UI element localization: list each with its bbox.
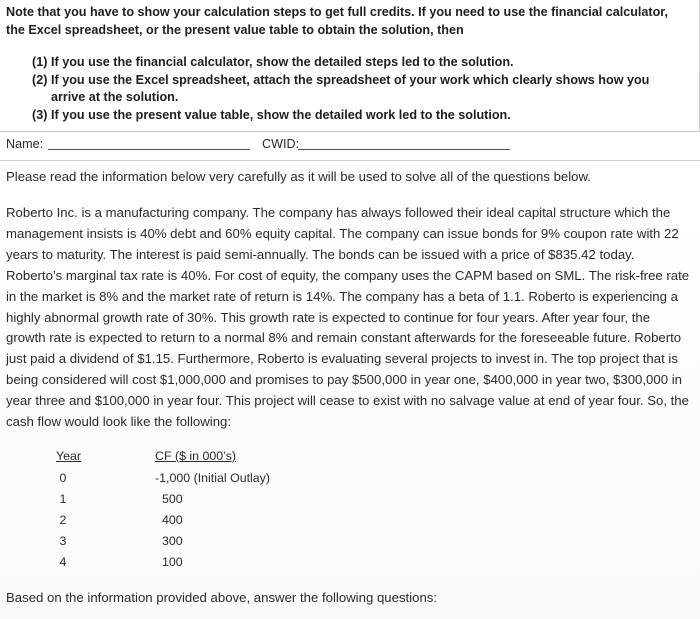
cash-flow-cell: -1,000 (Initial Outlay) xyxy=(155,471,271,485)
instruction-text: If you use the Excel spreadsheet, attach the spreadsheet of your work which clearly shows how you arrive at the solution. xyxy=(51,72,650,104)
year-cell: 0 xyxy=(59,471,67,485)
instruction-text: If you use the present value table, show the detailed work led to the solution. xyxy=(51,107,511,122)
cash-flow-row xyxy=(56,532,316,551)
instruction-item xyxy=(32,72,682,107)
cwid-label: CWID: xyxy=(262,137,300,151)
instruction-number: (3) xyxy=(32,107,48,122)
cash-flow-cell: 500 xyxy=(162,492,183,506)
cash-flow-cell: 100 xyxy=(162,555,183,569)
instruction-number: (2) xyxy=(32,72,48,87)
intro-text: Please read the information below very carefully as it will be used to solve all of the questions below. xyxy=(6,169,591,184)
instructions-list xyxy=(32,54,682,124)
cash-flow-row xyxy=(56,469,316,488)
scenario-paragraph: Roberto Inc. is a manufacturing company. The company has always followed their ideal capital structure which the management insists is 40% debt and 60% equity capital. The company can issue bonds for 9% coupon rate with 22 years to maturity. The interest is paid semi-annually. The bonds can be issued with a price of $835.42 today. Roberto’s marginal tax rate is 40%. For cost of equity, the company uses the CAPM based on SML. The risk-free rate in the market is 8% and the market rate of return is 14%. The company has a beta of 1.1. Roberto is experiencing a highly abnormal growth rate of 30%. This growth rate is expected to continue for four years. After year four, the growth rate is expected to return to a normal 8% and remain constant afterwards for the foreseeable future. Roberto just paid a dividend of $1.15. Furthermore, Roberto is evaluating several projects to invest in. The top project that is being considered will cost $1,000,000 and promises to pay $500,000 in year one, $400,000 in year two, $300,000 in year three and $100,000 in year four. This project will cease to exist with no salvage value at end of year four. So, the cash flow would look like the following: xyxy=(6,205,690,430)
cash-flow-cell: 400 xyxy=(162,513,183,527)
cwid-blank-line[interactable] xyxy=(298,149,510,150)
year-cell: 1 xyxy=(59,492,67,506)
instruction-item xyxy=(32,107,682,125)
cash-flow-column-header: CF ($ in 000’s) xyxy=(155,449,237,463)
instruction-number: (1) xyxy=(32,55,48,69)
cash-flow-cell: 300 xyxy=(162,534,183,548)
cash-flow-row xyxy=(56,511,316,530)
questions-lead-in: Based on the information provided above, answer the following questions: xyxy=(6,590,438,605)
instructions-box xyxy=(0,0,700,132)
cash-flow-row xyxy=(56,490,316,509)
name-label: Name: xyxy=(6,137,44,151)
year-cell: 2 xyxy=(59,513,67,527)
student-info-row xyxy=(6,135,696,153)
year-cell: 3 xyxy=(59,534,67,548)
instruction-text: If you use the financial calculator, show the detailed steps led to the solution. xyxy=(51,55,514,69)
year-column-header: Year xyxy=(56,449,82,463)
section-divider xyxy=(0,160,700,161)
cash-flow-row xyxy=(56,553,316,572)
year-cell: 4 xyxy=(59,555,67,569)
name-blank-line[interactable] xyxy=(48,149,250,150)
instructions-heading: Note that you have to show your calculation steps to get full credits. If you need to use the financial calculator, the Excel spreadsheet, or the present value table to obtain the solution, then xyxy=(6,5,668,37)
instruction-item xyxy=(32,54,682,72)
